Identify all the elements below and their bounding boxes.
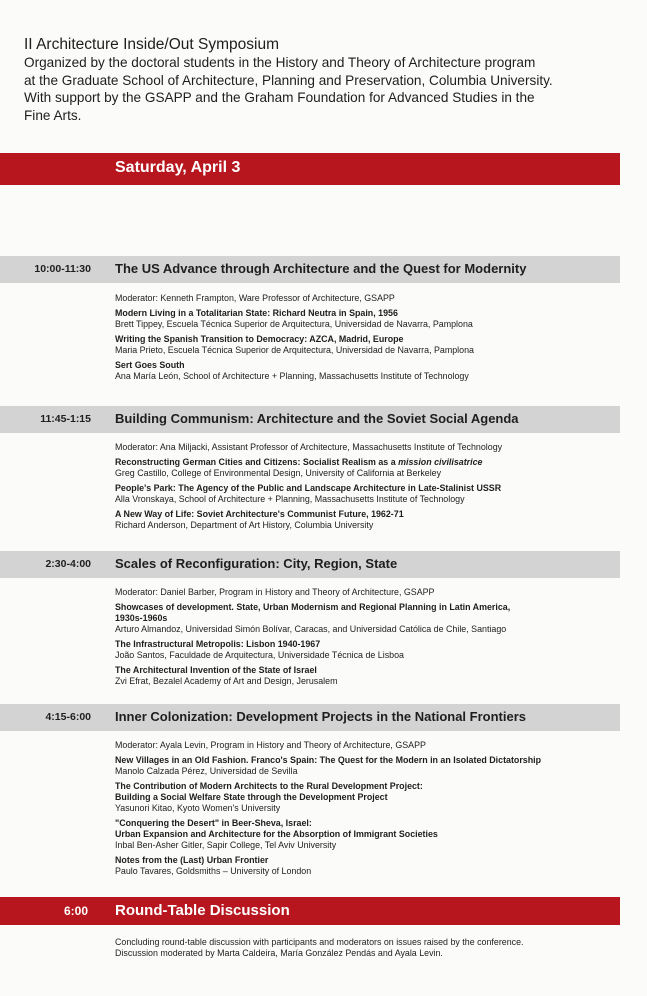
- talk-title: The Contribution of Modern Architects to the Rural Development Project:: [115, 780, 423, 791]
- session-time: 2:30-4:00: [45, 558, 91, 570]
- talk: [115, 509, 620, 531]
- talk: [115, 639, 620, 661]
- talk: [115, 360, 620, 382]
- talk-speaker: Yasunori Kitao, Kyoto Women's University: [115, 803, 281, 814]
- talk-title: The Infrastructural Metropolis: Lisbon 1940-1967: [115, 638, 321, 649]
- symposium-title: II Architecture Inside/Out Symposium: [24, 36, 279, 53]
- symposium-intro: [24, 36, 624, 124]
- talk-speaker: Greg Castillo, College of Environmental Design, University of California at Berkeley: [115, 467, 442, 478]
- session-header: [0, 406, 620, 433]
- intro-line: With support by the GSAPP and the Graham Foundation for Advanced Studies in the: [24, 90, 535, 105]
- session-title: The US Advance through Architecture and the Quest for Modernity: [115, 261, 527, 276]
- talk-title: The Architectural Invention of the State of Israel: [115, 664, 317, 675]
- talk: [115, 483, 620, 505]
- session-details: [115, 587, 620, 691]
- talk-title: Notes from the (Last) Urban Frontier: [115, 854, 269, 865]
- talk-title: Showcases of development. State, Urban Modernism and Regional Planning in Latin America,: [115, 601, 511, 612]
- talk: [115, 755, 620, 777]
- session-time: 4:15-6:00: [45, 711, 91, 723]
- talk-title: Modern Living in a Totalitarian State: Richard Neutra in Spain, 1956: [115, 307, 398, 318]
- talk-speaker: Maria Prieto, Escuela Técnica Superior de Arquitectura, Universidad de Navarra, Pamplona: [115, 344, 474, 355]
- roundtable-header: [0, 897, 620, 925]
- talk-title: Writing the Spanish Transition to Democracy: AZCA, Madrid, Europe: [115, 333, 404, 344]
- moderator: Moderator: Kenneth Frampton, Ware Professor of Architecture, GSAPP: [115, 293, 395, 303]
- session-details: [115, 740, 620, 881]
- intro-line: Fine Arts.: [24, 107, 82, 123]
- talk-speaker: Manolo Calzada Pérez, Universidad de Sevilla: [115, 765, 298, 776]
- talk-title-cont: Building a Social Welfare State through the Development Project: [115, 791, 388, 802]
- talk-title-italic: mission civilisatrice: [398, 456, 483, 467]
- talk: [115, 308, 620, 330]
- talk-speaker: Ana María León, School of Architecture + Planning, Massachusetts Institute of Technology: [115, 370, 469, 381]
- talk-speaker: Alla Vronskaya, School of Architecture + Planning, Massachusetts Institute of Technology: [115, 493, 465, 504]
- talk: [115, 457, 620, 479]
- talk: [115, 818, 620, 852]
- talk-speaker: Paulo Tavares, Goldsmiths – University of London: [115, 866, 312, 877]
- talk-title: New Villages in an Old Fashion. Franco's Spain: The Quest for the Modern in an Isolated Dictatorship: [115, 754, 542, 765]
- session-title: Building Communism: Architecture and the Soviet Social Agenda: [115, 411, 519, 426]
- moderator: Moderator: Daniel Barber, Program in History and Theory of Architecture, GSAPP: [115, 587, 435, 597]
- session-time: 11:45-1:15: [40, 413, 91, 425]
- roundtable-line: Discussion moderated by Marta Caldeira, María González Pendás and Ayala Levin.: [115, 948, 443, 959]
- session-header: [0, 704, 620, 731]
- talk-title: "Conquering the Desert" in Beer-Sheva, Israel:: [115, 817, 312, 828]
- talk: [115, 334, 620, 356]
- talk-title: People's Park: The Agency of the Public and Landscape Architecture in Late-Stalinist USSR: [115, 482, 502, 493]
- talk-speaker: Zvi Efrat, Bezalel Academy of Art and Design, Jerusalem: [115, 675, 338, 686]
- roundtable-title: Round-Table Discussion: [115, 902, 290, 919]
- talk: [115, 602, 620, 636]
- session-details: [115, 293, 620, 385]
- session-header: [0, 551, 620, 578]
- day-label: Saturday, April 3: [115, 159, 241, 176]
- talk-title: Sert Goes South: [115, 359, 185, 370]
- session-header: [0, 256, 620, 283]
- talk-title-cont: 1930s-1960s: [115, 612, 168, 623]
- day-header: [0, 153, 620, 185]
- moderator: Moderator: Ayala Levin, Program in History and Theory of Architecture, GSAPP: [115, 740, 426, 750]
- talk-title: A New Way of Life: Soviet Architecture's Communist Future, 1962-71: [115, 508, 404, 519]
- talk: [115, 855, 620, 877]
- moderator: Moderator: Ana Miljacki, Assistant Professor of Architecture, Massachusetts Institute of Technology: [115, 442, 503, 452]
- session-time: 10:00-11:30: [34, 263, 91, 275]
- talk-speaker: Richard Anderson, Department of Art History, Columbia University: [115, 519, 374, 530]
- talk-title: Reconstructing German Cities and Citizens: Socialist Realism as a: [115, 456, 396, 467]
- talk-speaker: Brett Tippey, Escuela Técnica Superior de Arquitectura, Universidad de Navarra, Pamplona: [115, 318, 473, 329]
- talk-speaker: Inbal Ben-Asher Gitler, Sapir College, Tel Aviv University: [115, 840, 337, 851]
- roundtable-line: Concluding round-table discussion with participants and moderators on issues raised by the conference.: [115, 937, 524, 947]
- session-title: Scales of Reconfiguration: City, Region, State: [115, 556, 398, 571]
- intro-line: Organized by the doctoral students in the History and Theory of Architecture program: [24, 55, 536, 70]
- intro-line: at the Graduate School of Architecture, Planning and Preservation, Columbia University.: [24, 72, 553, 88]
- talk: [115, 665, 620, 687]
- session-details: [115, 442, 620, 534]
- roundtable-details: [115, 937, 620, 959]
- talk-speaker: João Santos, Faculdade de Arquitectura, Universidade Técnica de Lisboa: [115, 650, 404, 661]
- talk-speaker: Arturo Almandoz, Universidad Simón Bolívar, Caracas, and Universidad Católica de Chile, Santiago: [115, 624, 507, 635]
- session-title: Inner Colonization: Development Projects in the National Frontiers: [115, 709, 526, 724]
- roundtable-time: 6:00: [63, 904, 88, 918]
- talk-title-cont: Urban Expansion and Architecture for the Absorption of Immigrant Societies: [115, 828, 438, 839]
- talk: [115, 781, 620, 815]
